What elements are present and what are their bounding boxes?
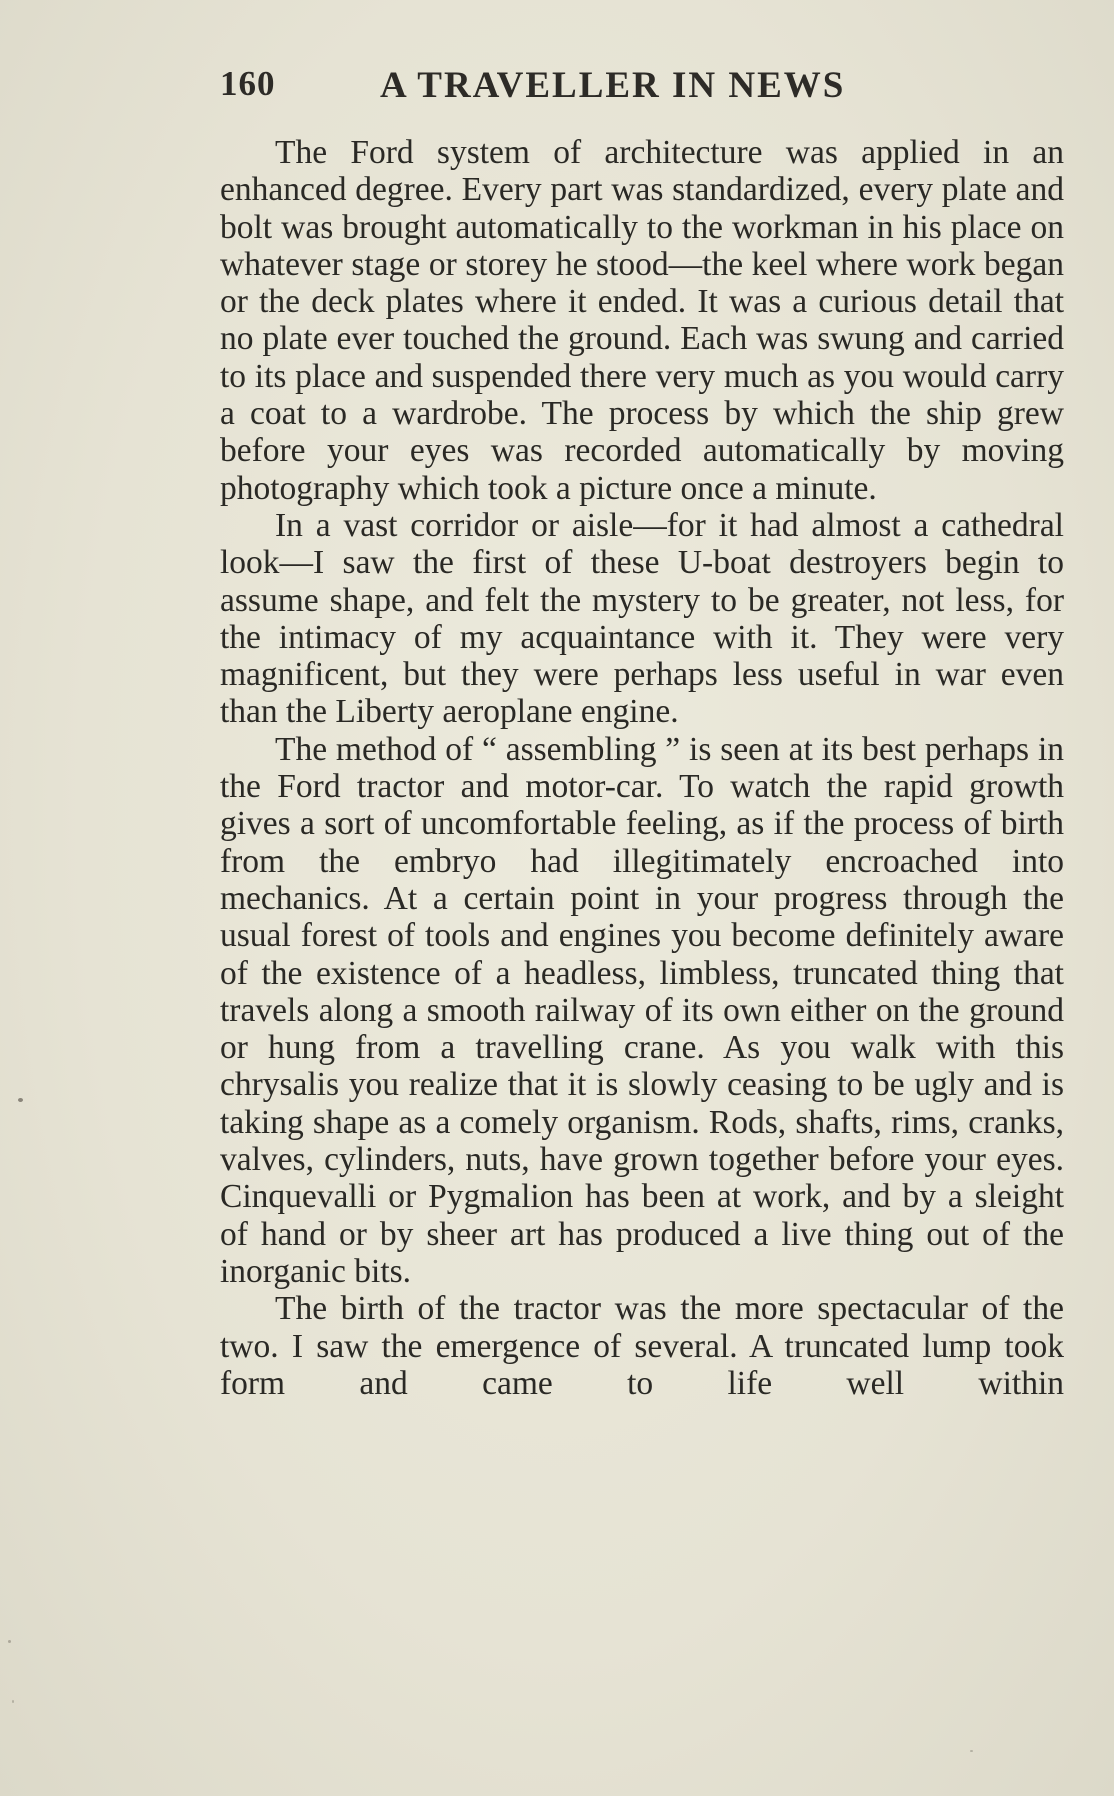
page-header xyxy=(220,64,1064,114)
page-number: 160 xyxy=(220,64,276,103)
paper-speck xyxy=(8,1640,11,1643)
paragraph-tractor-birth: The birth of the tractor was the more spectacular of the two. I saw the emergence of several. A truncated lump took form and came to life well within xyxy=(220,1290,1064,1402)
paper-speck xyxy=(970,1750,973,1752)
paragraph-assembling-method: The method of “ assembling ” is seen at its best perhaps in the Ford tractor and motor-car. To watch the rapid growth gives a sort of uncomfortable feeling, as if the process of birth from the embryo had illegitimately encroached into mechanics. At a certain point in your progress through the usual forest of tools and engines you become definitely aware of the existence of a headless, limbless, truncated thing that travels along a smooth railway of its own either on the ground or hung from a travelling crane. As you walk with this chrysalis you realize that it is slowly ceasing to be ugly and is taking shape as a comely organism. Rods, shafts, rims, cranks, valves, cylinders, nuts, have grown together before your eyes. Cinquevalli or Pygmalion has been at work, and by a sleight of hand or by sheer art has produced a live thing out of the inorganic bits. xyxy=(220,730,1064,1290)
paper-speck xyxy=(18,1098,23,1102)
paper-speck xyxy=(12,1700,14,1703)
running-head: A TRAVELLER IN NEWS xyxy=(380,65,846,106)
body-text xyxy=(220,134,1064,1402)
paragraph-ford-system: The Ford system of architecture was applied in an enhanced degree. Every part was standardized, every plate and bolt was brought automatically to the workman in his place on whatever stage or storey he stood—the keel where work began or the deck plates where it ended. It was a curious detail that no plate ever touched the ground. Each was swung and carried to its place and suspended there very much as you would carry a coat to a wardrobe. The process by which the ship grew before your eyes was recorded automatically by moving photography which took a picture once a minute. xyxy=(220,134,1064,507)
paragraph-vast-corridor: In a vast corridor or aisle—for it had almost a cathedral look—I saw the first of these U-boat destroyers begin to assume shape, and felt the mystery to be greater, not less, for the intimacy of my acquaintance with it. They were very magnificent, but they were perhaps less useful in war even than the Liberty aeroplane engine. xyxy=(220,506,1064,731)
